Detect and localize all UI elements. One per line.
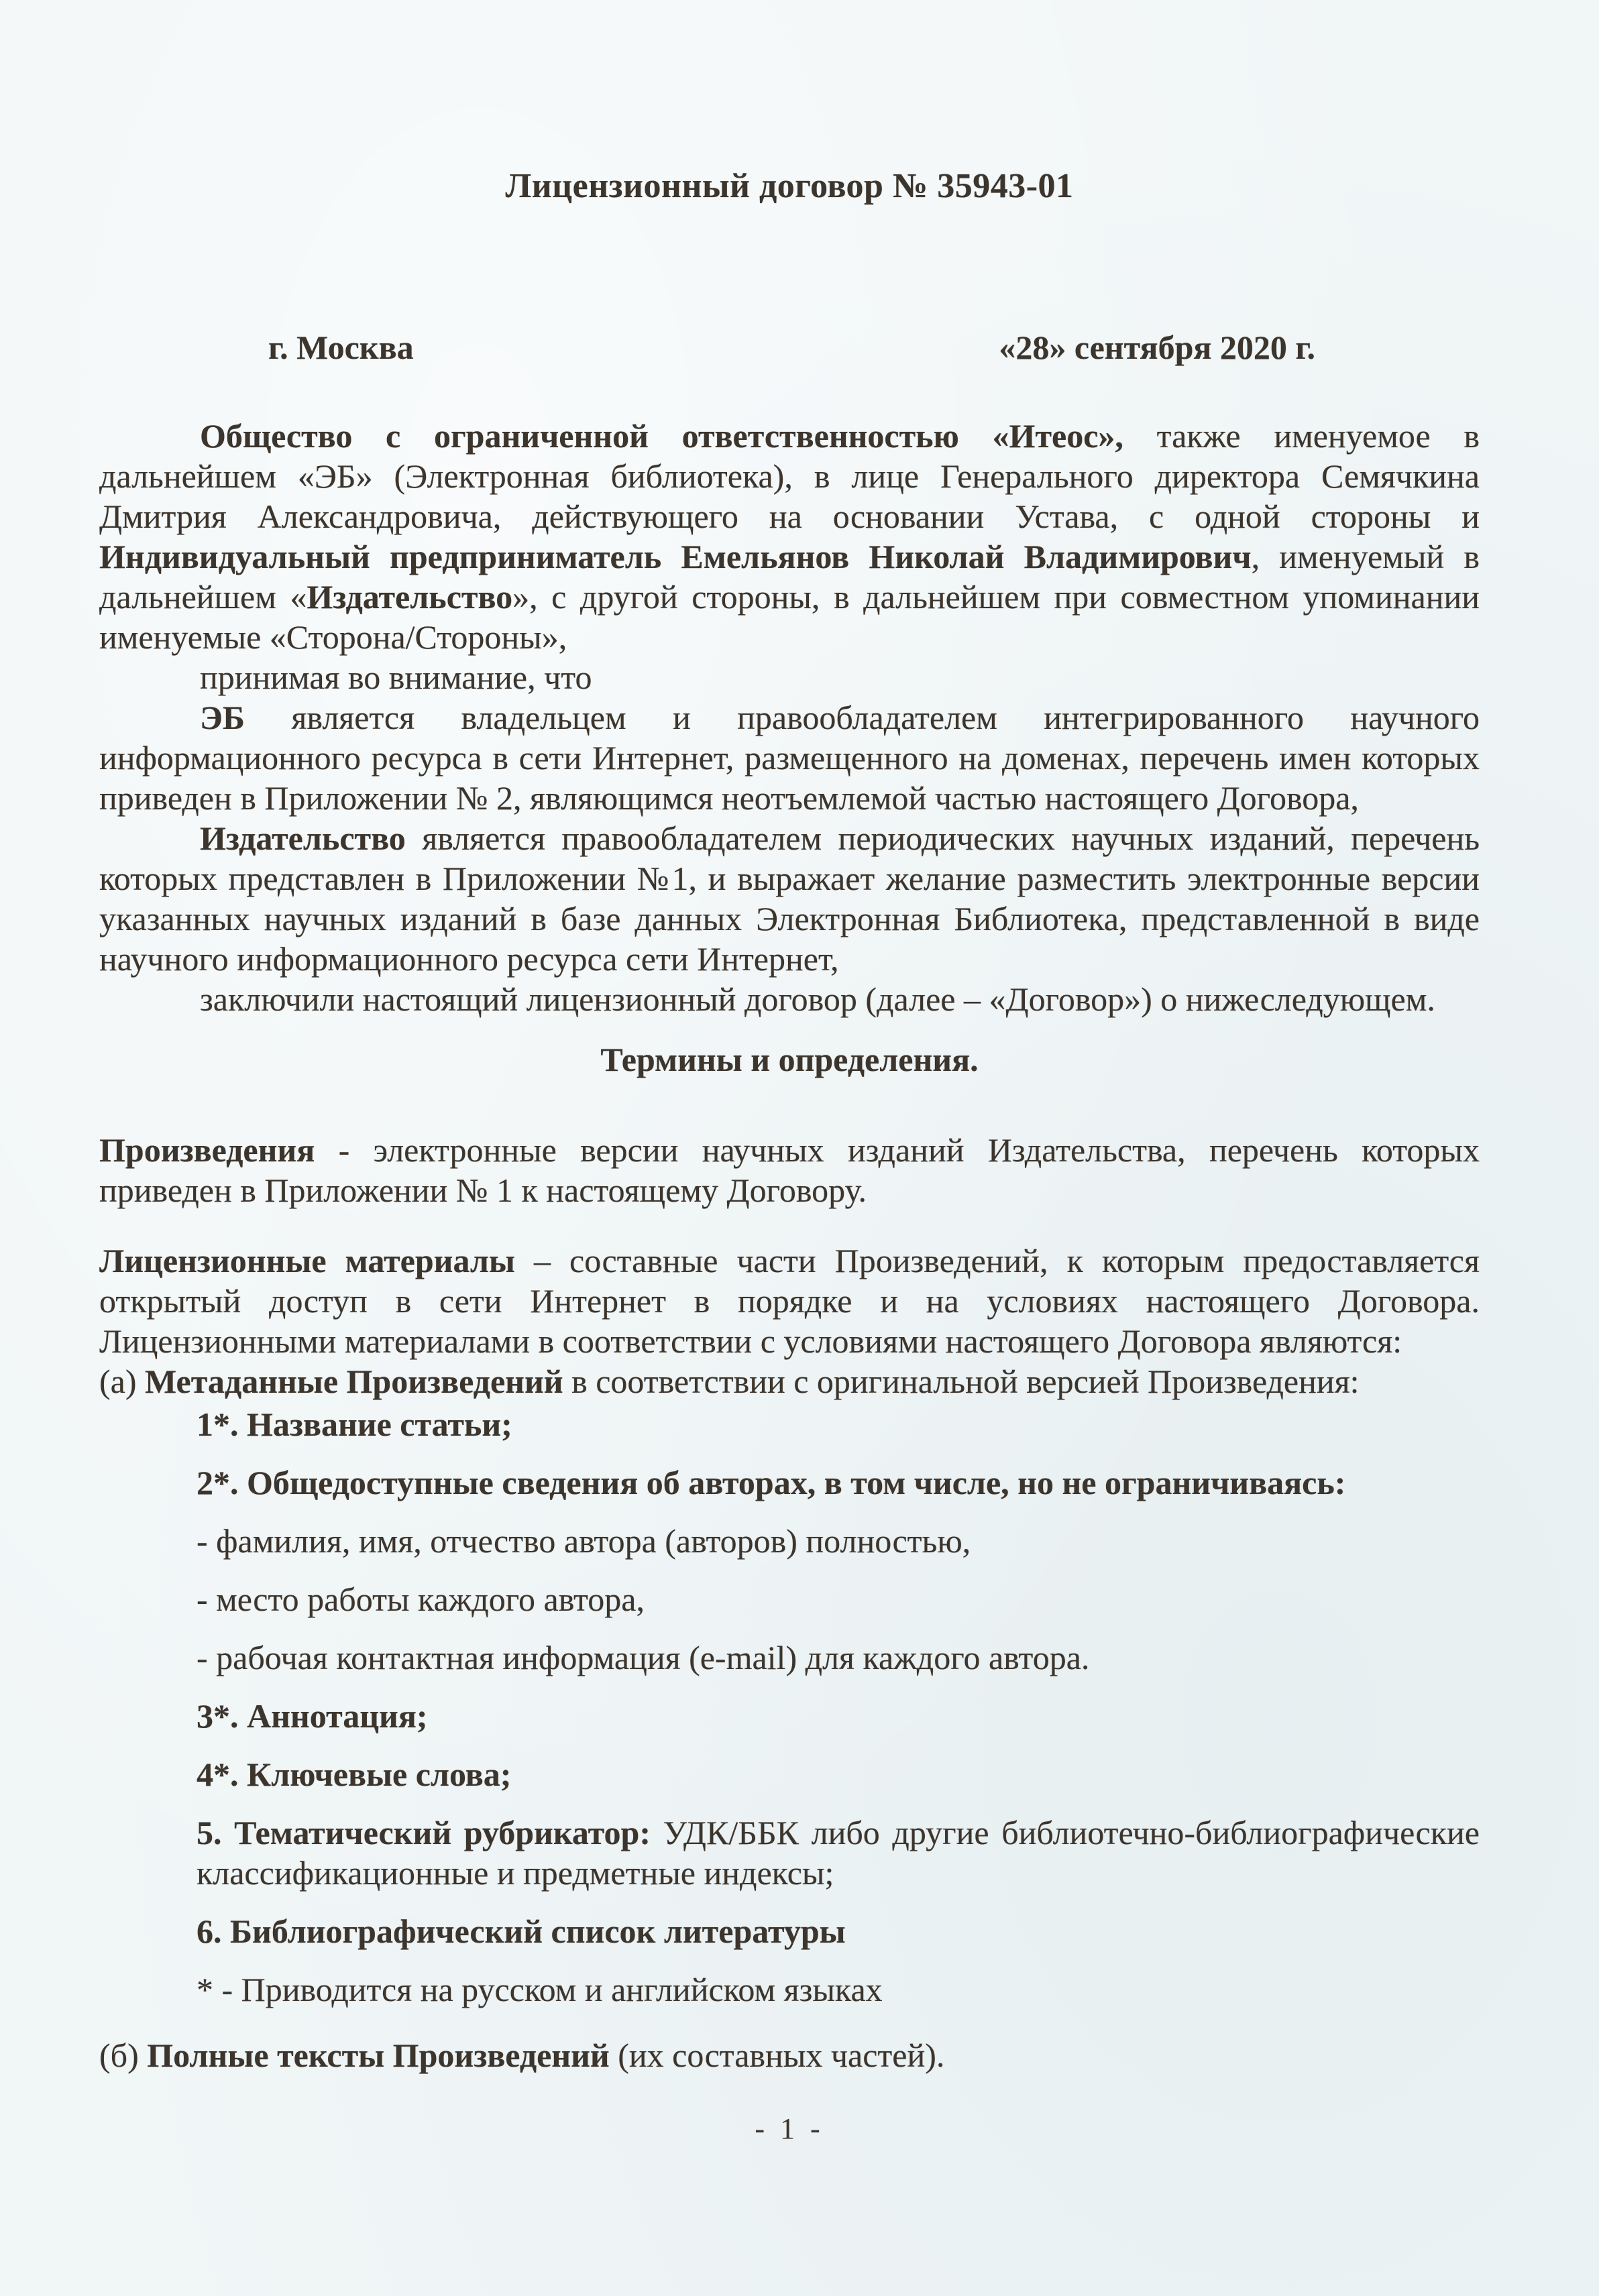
- paragraph-works-definition: [99, 1130, 1480, 1210]
- text-run: является владельцем и правообладателем интегрированного научного информационного ресурса в сети Интернет, размещенного на доменах, перечень имен которых приведен в Приложении № 2, являющимся неотъемлемой частью настоящего Договора,: [99, 699, 1480, 817]
- paragraph-eb-owner: [99, 697, 1480, 818]
- bold-text-run: Общество с ограниченной ответственностью «Итеос»,: [200, 417, 1123, 455]
- list-item: [99, 1404, 1480, 1444]
- text-run: является правообладателем периодических научных изданий, перечень которых представлен в Приложении №1, и выражает желание разместить электронные версии указанных научных изданий в базе данных Электронная Библиотека, представленной в виде научного информационного ресурса сети Интернет,: [99, 819, 1480, 978]
- bold-text-run: 3*. Аннотация;: [197, 1697, 428, 1735]
- asterisk-footnote: * - Приводится на русском и английском языках: [197, 1971, 883, 2008]
- text-run: в соответствии с оригинальной версией Произведения:: [563, 1363, 1360, 1400]
- paragraph-parties: [99, 416, 1480, 657]
- bold-text-run: 4*. Ключевые слова;: [197, 1756, 512, 1793]
- text-run: , именуемый в дальнейшем «: [99, 538, 1480, 616]
- document-title: Лицензионный договор № 35943-01: [505, 167, 1074, 205]
- text-run: (а): [99, 1363, 145, 1400]
- list-item: [99, 1754, 1480, 1794]
- page-number: - 1 -: [755, 2112, 824, 2145]
- item-b-fulltexts: [99, 2035, 1480, 2075]
- bold-text-run: Лицензионные материалы: [99, 1242, 515, 1279]
- city-label: г. Москва: [268, 329, 414, 366]
- text-run: - место работы каждого автора,: [197, 1581, 645, 1618]
- bold-text-run: 5. Тематический рубрикатор:: [197, 1814, 651, 1851]
- list-item: [99, 1638, 1480, 1678]
- bold-text-run: Произведения: [99, 1131, 315, 1169]
- bold-text-run: Издательство: [307, 578, 513, 616]
- city-date-line: [99, 327, 1480, 367]
- bold-text-run: 1*. Название статьи;: [197, 1405, 512, 1443]
- text-run: – составные части Произведений, к которым предоставляется открытый доступ в сети Интернет в порядке и на условиях настоящего Договора. Лицензионными материалами в соответствии с условиями настоящего Договора являются:: [99, 1242, 1480, 1360]
- bold-text-run: Индивидуальный предприниматель Емельянов Николай Владимирович: [99, 538, 1252, 575]
- text-run: - электронные версии научных изданий Издательства, перечень которых приведен в Приложении № 1 к настоящему Договору.: [99, 1131, 1480, 1209]
- list-item: [99, 1813, 1480, 1893]
- date-label: «28» сентября 2020 г.: [999, 329, 1315, 366]
- item-a-metadata: [99, 1361, 1480, 1401]
- section-heading-terms: Термины и определения.: [600, 1041, 979, 1078]
- metadata-list: [99, 1404, 1480, 1951]
- list-item: [99, 1462, 1480, 1503]
- bold-text-run: Полные тексты Произведений: [147, 2036, 610, 2074]
- list-item: [99, 1696, 1480, 1736]
- bold-text-run: Издательство: [200, 819, 406, 857]
- list-item: [99, 1579, 1480, 1619]
- text-run: - рабочая контактная информация (e-mail) для каждого автора.: [197, 1639, 1090, 1676]
- list-item: [99, 1911, 1480, 1951]
- text-run: УДК/ББК либо другие библиотечно-библиографические классификационные и предметные индексы;: [197, 1814, 1480, 1892]
- text-run: также именуемое в дальнейшем «ЭБ» (Электронная библиотека), в лице Генерального директора Семячкина Дмитрия Александровича, действующего на основании Устава, с одной стороны и: [99, 417, 1480, 535]
- text-run: (б): [99, 2036, 148, 2074]
- text-run: (их составных частей).: [609, 2036, 945, 2074]
- paragraph-conclusion: заключили настоящий лицензионный договор (далее – «Договор») о нижеследующем.: [200, 980, 1435, 1018]
- bold-text-run: ЭБ: [200, 699, 245, 736]
- paragraph-publisher-rights: [99, 818, 1480, 979]
- paragraph-license-materials-definition: [99, 1241, 1480, 1361]
- text-run: », с другой стороны, в дальнейшем при совместном упоминании именуемые «Сторона/Стороны»,: [99, 578, 1480, 656]
- bold-text-run: Метаданные Произведений: [145, 1363, 563, 1400]
- bold-text-run: 6. Библиографический список литературы: [197, 1912, 846, 1950]
- text-run: - фамилия, имя, отчество автора (авторов) полностью,: [197, 1522, 971, 1560]
- paragraph-considering: принимая во внимание, что: [200, 658, 592, 696]
- bold-text-run: 2*. Общедоступные сведения об авторах, в том числе, но не ограничиваясь:: [197, 1464, 1346, 1501]
- list-item: [99, 1521, 1480, 1561]
